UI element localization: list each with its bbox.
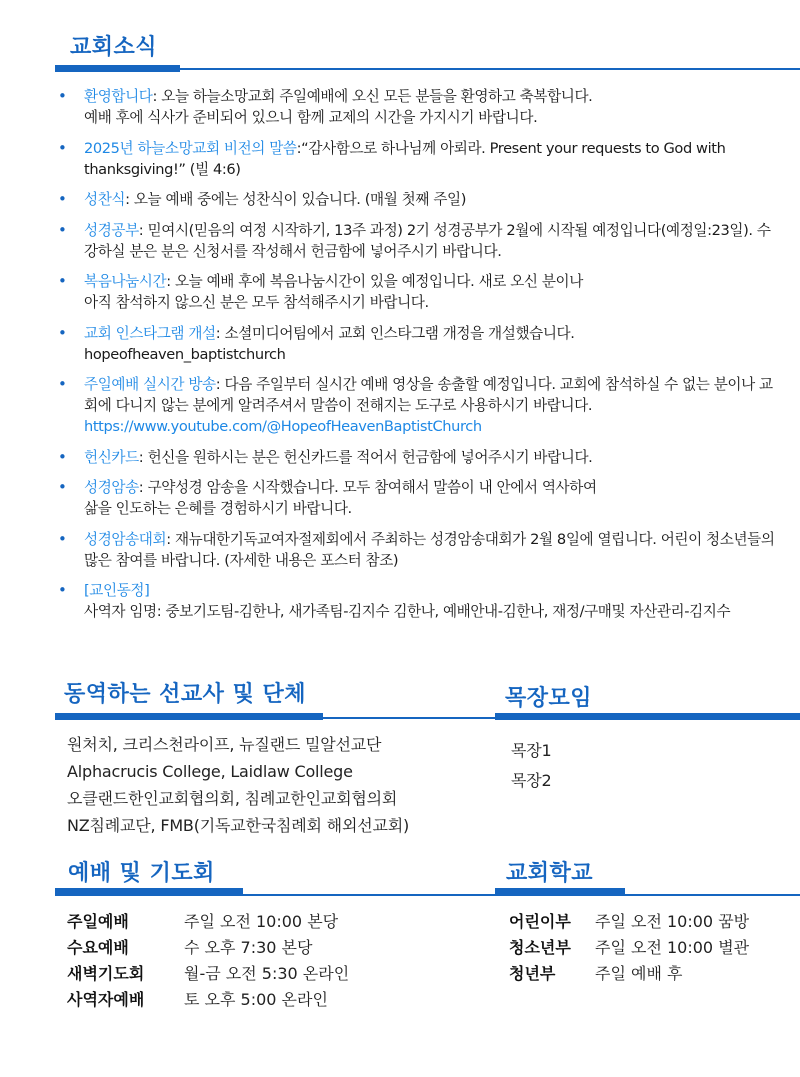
news-item-heading: 성경암송대회 xyxy=(84,530,167,548)
news-item-text: 다음 주일부터 실시간 예배 영상을 송출할 예정입니다. 교회에 참석하실 수 없는 분이나 교회에 다니지 않는 분에게 알려주셔서 말씀이 전해지는 도구로 사용하시기 바랍니다. xyxy=(84,376,773,414)
worship-value: 주일 오전 10:00 본당 xyxy=(184,912,339,931)
bullet-icon: • xyxy=(58,529,67,548)
worship-title: 예배 및 기도회 xyxy=(68,861,215,886)
news-item-separator: : xyxy=(215,376,225,393)
bullet-icon: • xyxy=(58,375,67,393)
bullet-icon: • xyxy=(58,190,67,208)
news-item xyxy=(58,447,778,468)
news-item-separator: : xyxy=(125,191,134,208)
worship-label: 사역자예배 xyxy=(67,990,145,1009)
missions-title-bar xyxy=(55,713,323,720)
news-item-text-line2: hopeofheaven_baptistchurch xyxy=(84,345,286,363)
worship-row xyxy=(67,961,349,987)
missions-line: NZ침례교단, FMB(기독교한국침례회 해외선교회) xyxy=(67,816,410,835)
school-row xyxy=(509,909,749,935)
news-item-text: 재뉴대한기독교여자절제회에서 주최하는 성경암송대회가 2월 8일에 열립니다. 어린이 청소년들의 많은 참여를 바랍니다. (자세한 내용은 포스터 참조) xyxy=(84,530,775,569)
news-item-text-line2: 예배 후에 식사가 준비되어 있으니 함께 교제의 시간을 가지시기 바랍니다. xyxy=(84,109,538,126)
news-item-separator: : xyxy=(166,273,175,290)
news-item xyxy=(58,189,778,210)
news-item xyxy=(58,138,778,180)
school-value: 주일 예배 후 xyxy=(595,964,683,983)
news-item-text-line2: 사역자 임명: 중보기도팀-김한나, 새가족팀-김지수 김한나, 예배안내-김한나, 재정/구매및 자산관리-김지수 xyxy=(84,603,731,620)
news-title-bar xyxy=(55,65,180,72)
news-item-text-line2: 아직 참석하지 않으신 분은 모두 참석해주시기 바랍니다. xyxy=(84,294,429,311)
school-title-bar xyxy=(495,888,625,895)
worship-row xyxy=(67,987,349,1013)
news-item-text: 오늘 하늘소망교회 주일예배에 오신 모든 분들을 환영하고 축복합니다. xyxy=(161,88,593,105)
news-item-separator: : xyxy=(138,221,148,239)
school-row xyxy=(509,961,749,987)
news-item-separator: : xyxy=(166,530,175,548)
news-item xyxy=(58,220,778,262)
worship-label: 수요예배 xyxy=(67,938,129,957)
worship-value: 수 오후 7:30 본당 xyxy=(184,938,313,957)
news-item-heading: 교회 인스타그램 개설 xyxy=(84,324,216,342)
news-item xyxy=(58,323,778,365)
news-item xyxy=(58,529,778,571)
news-item-heading: [교인동정] xyxy=(84,582,150,599)
school-title: 교회학교 xyxy=(506,861,594,886)
news-item-heading: 성경공부 xyxy=(84,221,139,239)
news-item-separator: : xyxy=(215,324,225,342)
bullet-icon: • xyxy=(58,220,67,239)
worship-row xyxy=(67,935,349,961)
school-schedule xyxy=(509,909,749,987)
bullet-icon: • xyxy=(58,581,67,599)
news-item-text: “감사함으로 하나님께 아뢰라. Present your requests to God with thanksgiving!” (빌 4:6) xyxy=(84,139,726,178)
news-item xyxy=(58,271,778,313)
bullet-icon: • xyxy=(58,138,67,157)
news-item xyxy=(58,477,778,519)
pastoral-line: 목장1 xyxy=(511,741,552,760)
school-row xyxy=(509,935,749,961)
school-label: 어린이부 xyxy=(509,912,571,931)
news-item-heading: 성찬식 xyxy=(84,191,126,208)
news-title: 교회소식 xyxy=(70,35,158,60)
news-item-heading: 환영합니다 xyxy=(84,88,153,105)
news-item xyxy=(58,86,778,128)
youtube-link[interactable]: https://www.youtube.com/@HopeofHeavenBaptistChurch xyxy=(84,418,482,435)
bullet-icon: • xyxy=(58,478,67,496)
news-item xyxy=(58,374,778,437)
news-item-text: 구약성경 암송을 시작했습니다. 모두 참여해서 말씀이 내 안에서 역사하여 xyxy=(147,479,597,496)
news-item-heading: 성경암송 xyxy=(84,479,139,496)
news-item-separator: : xyxy=(138,479,148,496)
bullet-icon: • xyxy=(58,323,67,342)
school-value: 주일 오전 10:00 별관 xyxy=(595,938,750,957)
worship-label: 새벽기도회 xyxy=(67,964,145,983)
news-item-separator: : xyxy=(138,448,148,466)
school-value: 주일 오전 10:00 꿈방 xyxy=(595,912,750,931)
bullet-icon: • xyxy=(58,87,67,105)
missions-line: Alphacrucis College, Laidlaw College xyxy=(67,762,353,781)
school-label: 청년부 xyxy=(509,964,556,983)
missions-line: 원처치, 크리스천라이프, 뉴질랜드 밀알선교단 xyxy=(67,735,382,754)
news-item xyxy=(58,580,778,622)
worship-title-bar xyxy=(55,888,243,895)
worship-value: 토 오후 5:00 온라인 xyxy=(184,990,328,1009)
pastoral-line: 목장2 xyxy=(511,771,552,790)
news-item-separator: : xyxy=(296,139,302,157)
news-item-text: 헌신을 원하시는 분은 헌신카드를 적어서 헌금함에 넣어주시기 바랍니다. xyxy=(147,448,593,466)
pastoral-title-bar xyxy=(495,713,800,720)
worship-label: 주일예배 xyxy=(67,912,129,931)
bullet-icon: • xyxy=(58,447,67,466)
news-item-text: 소셜미디어팀에서 교회 인스타그램 개정을 개설했습니다. xyxy=(224,324,575,342)
pastoral-title: 목장모임 xyxy=(505,686,593,711)
news-item-text-line2: 삶을 인도하는 은혜를 경험하시기 바랍니다. xyxy=(84,500,352,517)
news-item-separator: : xyxy=(152,88,162,105)
school-label: 청소년부 xyxy=(509,938,571,957)
news-item-text: 믿여시(믿음의 여정 시작하기, 13주 과정) 2기 성경공부가 2월에 시작될 예정입니다(예정일:23일). 수강하실 분은 분은 신청서를 작성해서 헌금함에 넣어주시기 바랍니다. xyxy=(84,221,771,260)
news-list xyxy=(58,86,778,632)
worship-schedule xyxy=(67,909,349,1013)
missions-title: 동역하는 선교사 및 단체 xyxy=(64,682,306,707)
bullet-icon: • xyxy=(58,272,67,290)
news-item-heading: 주일예배 실시간 방송 xyxy=(84,376,216,393)
news-item-text: 오늘 예배 후에 복음나눔시간이 있을 예정입니다. 새로 오신 분이나 xyxy=(174,273,583,290)
news-item-heading: 복음나눔시간 xyxy=(84,273,167,290)
missions-list xyxy=(67,731,409,839)
news-item-heading: 헌신카드 xyxy=(84,448,139,466)
missions-line: 오클랜드한인교회협의회, 침례교한인교회협의회 xyxy=(67,789,398,808)
worship-row xyxy=(67,909,349,935)
news-item-heading: 2025년 하늘소망교회 비전의 말씀 xyxy=(84,139,297,157)
pastoral-list xyxy=(511,736,552,796)
worship-value: 월-금 오전 5:30 온라인 xyxy=(184,964,350,983)
news-item-text: 오늘 예배 중에는 성찬식이 있습니다. (매월 첫째 주일) xyxy=(133,191,467,208)
